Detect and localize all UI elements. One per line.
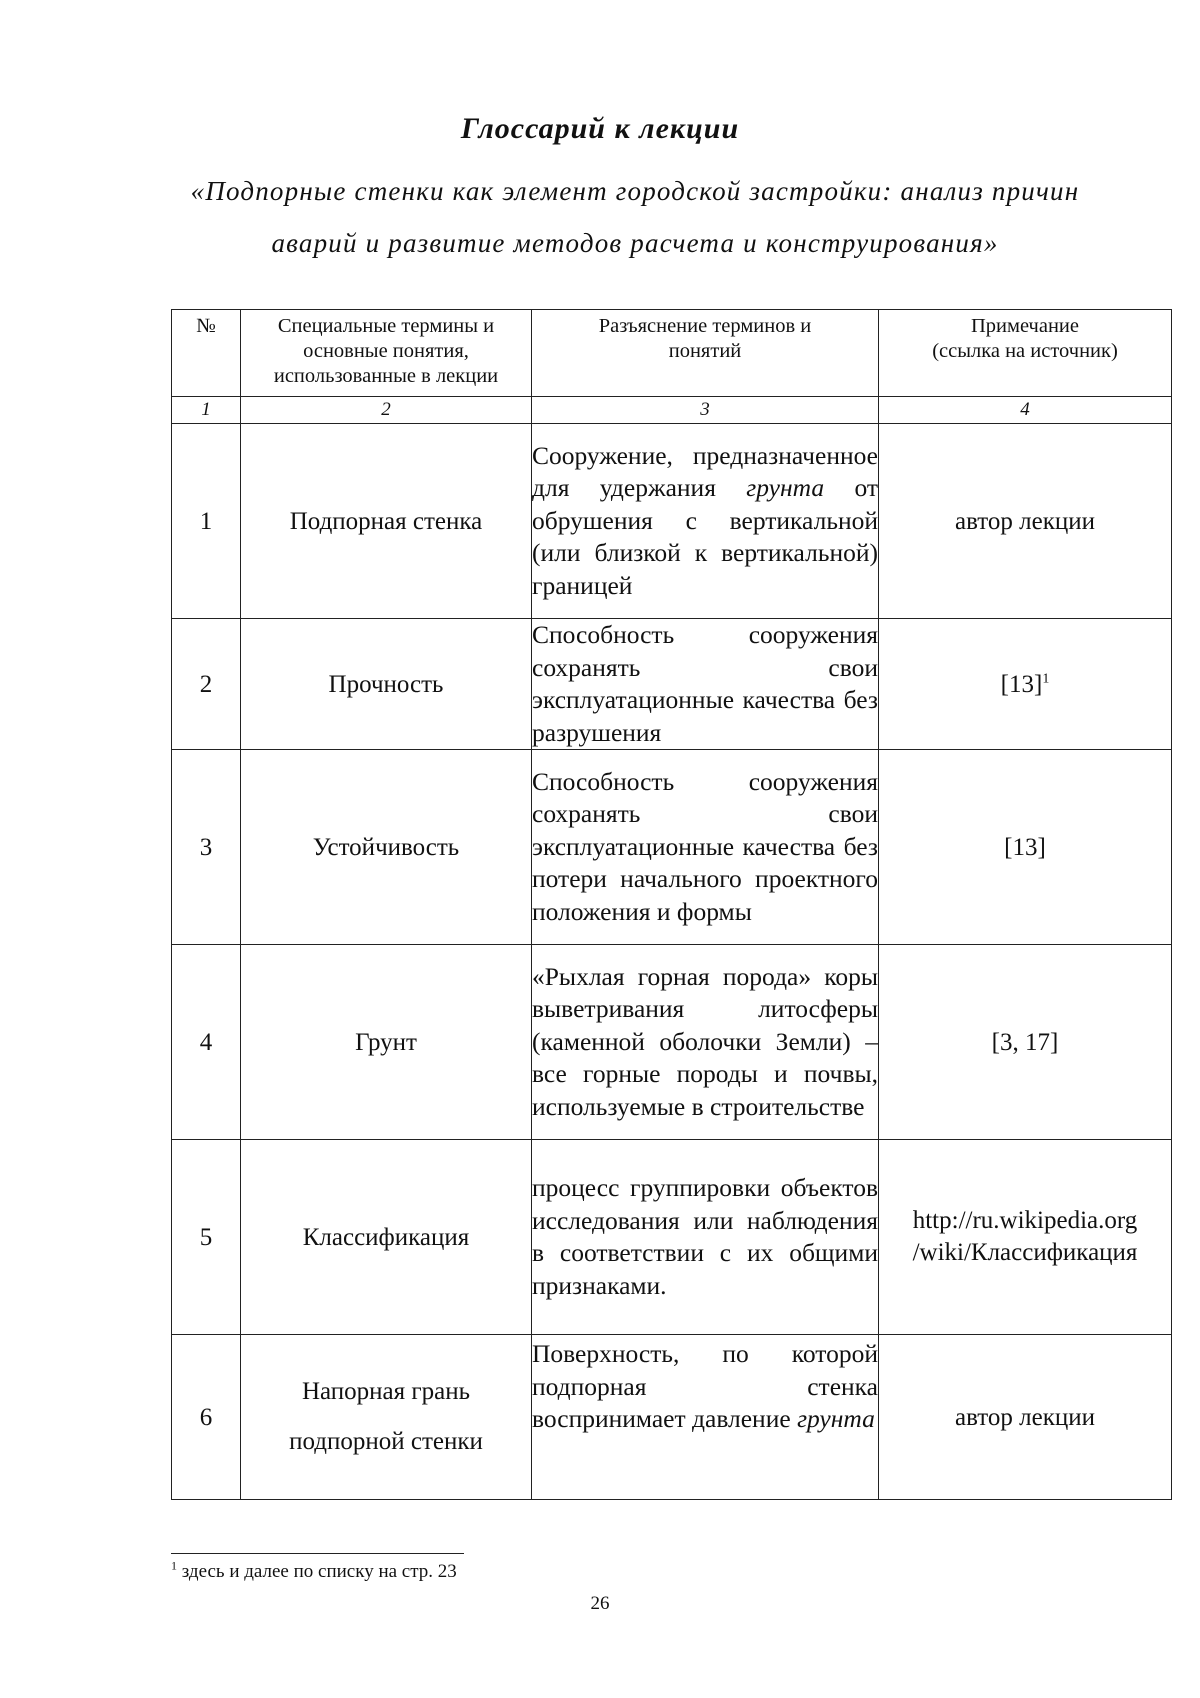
definition-text: Сооружение, предназначенное для удержания bbox=[532, 440, 878, 503]
header-note-line: Примечание bbox=[970, 315, 1080, 337]
column-number: 4 bbox=[879, 397, 1172, 424]
column-number: 2 bbox=[241, 397, 532, 424]
footnote bbox=[171, 1558, 457, 1583]
table-row bbox=[172, 424, 1172, 619]
row-term: Устойчивость bbox=[241, 750, 532, 945]
row-note-link bbox=[879, 1140, 1172, 1335]
row-term: Прочность bbox=[241, 619, 532, 750]
definition-text: от обрушения с вертикальной (или близкой к вертикальной) границей bbox=[532, 473, 879, 600]
column-number: 3 bbox=[532, 397, 879, 424]
page-number: 26 bbox=[590, 1593, 610, 1614]
row-term: Подпорная стенка bbox=[241, 424, 532, 619]
term-line: Напорная грань bbox=[301, 1378, 471, 1405]
row-note: автор лекции bbox=[879, 424, 1172, 619]
row-number: 5 bbox=[172, 1140, 241, 1335]
header-explanation bbox=[532, 310, 879, 397]
row-number: 4 bbox=[172, 945, 241, 1140]
definition-text: Поверхность, по которой подпорная стенка воспринимает давление bbox=[532, 1339, 878, 1433]
table-row bbox=[172, 1140, 1172, 1335]
header-note bbox=[879, 310, 1172, 397]
definition-emphasis: грунта bbox=[797, 1404, 875, 1433]
column-number: 1 bbox=[172, 397, 241, 424]
table-row bbox=[172, 945, 1172, 1140]
table-row bbox=[172, 750, 1172, 945]
table-row bbox=[172, 1335, 1172, 1500]
subtitle-line-1: «Подпорные стенки как элемент городской застройки: анализ причин bbox=[190, 176, 1080, 206]
header-explanation-line: Разъяснение терминов и bbox=[598, 315, 812, 337]
row-term: Грунт bbox=[241, 945, 532, 1140]
header-explanation-line: понятий bbox=[668, 340, 742, 362]
row-definition: процесс группировки объектов исследования или наблюдения в соответствии с их общими признаками. bbox=[532, 1140, 879, 1335]
definition-emphasis: грунта bbox=[746, 473, 825, 503]
row-number: 1 bbox=[172, 424, 241, 619]
term-line: подпорной стенки bbox=[289, 1428, 483, 1455]
row-definition: «Рыхлая горная порода» коры выветривания литосферы (каменной оболочки Земли) – все горные породы и почвы, используемые в строительстве bbox=[532, 945, 879, 1140]
table-row bbox=[172, 619, 1172, 750]
header-terms bbox=[241, 310, 532, 397]
row-definition: Способность сооружения сохранять свои эксплуатационные качества без разрушения bbox=[532, 619, 879, 750]
row-term: Классификация bbox=[241, 1140, 532, 1335]
column-number-row bbox=[172, 397, 1172, 424]
row-note bbox=[879, 619, 1172, 750]
note-text: [13] bbox=[1000, 670, 1043, 698]
row-note: [3, 17] bbox=[879, 945, 1172, 1140]
row-number: 2 bbox=[172, 619, 241, 750]
header-note-line: (ссылка на источник) bbox=[932, 340, 1118, 362]
row-term bbox=[241, 1335, 532, 1500]
row-definition bbox=[532, 424, 879, 619]
row-definition: Способность сооружения сохранять свои эксплуатационные качества без потери начального проектного положения и формы bbox=[532, 750, 879, 945]
row-note: автор лекции bbox=[879, 1335, 1172, 1500]
header-terms-line: Специальные термины и bbox=[277, 315, 495, 337]
row-number: 6 bbox=[172, 1335, 241, 1500]
row-number: 3 bbox=[172, 750, 241, 945]
header-terms-line: использованные в лекции bbox=[273, 365, 499, 387]
glossary-title: Глоссарий к лекции bbox=[460, 112, 740, 145]
footnote-text: здесь и далее по списку на стр. 23 bbox=[177, 1561, 457, 1582]
subtitle-line-2: аварий и развитие методов расчета и конструирования» bbox=[271, 228, 999, 258]
row-definition bbox=[532, 1335, 879, 1500]
table-header-row bbox=[172, 310, 1172, 397]
header-number: № bbox=[172, 310, 241, 397]
note-url-line: /wiki/Классификация bbox=[912, 1239, 1138, 1266]
glossary-table bbox=[171, 309, 1172, 1500]
row-note: [13] bbox=[879, 750, 1172, 945]
lecture-subtitle bbox=[150, 165, 1120, 269]
note-url-line: http://ru.wikipedia.org bbox=[912, 1207, 1138, 1234]
header-terms-line: основные понятия, bbox=[303, 340, 469, 362]
footnote-number: 1 bbox=[171, 1558, 177, 1573]
footnote-marker: 1 bbox=[1042, 671, 1050, 687]
footnote-divider bbox=[171, 1553, 464, 1554]
